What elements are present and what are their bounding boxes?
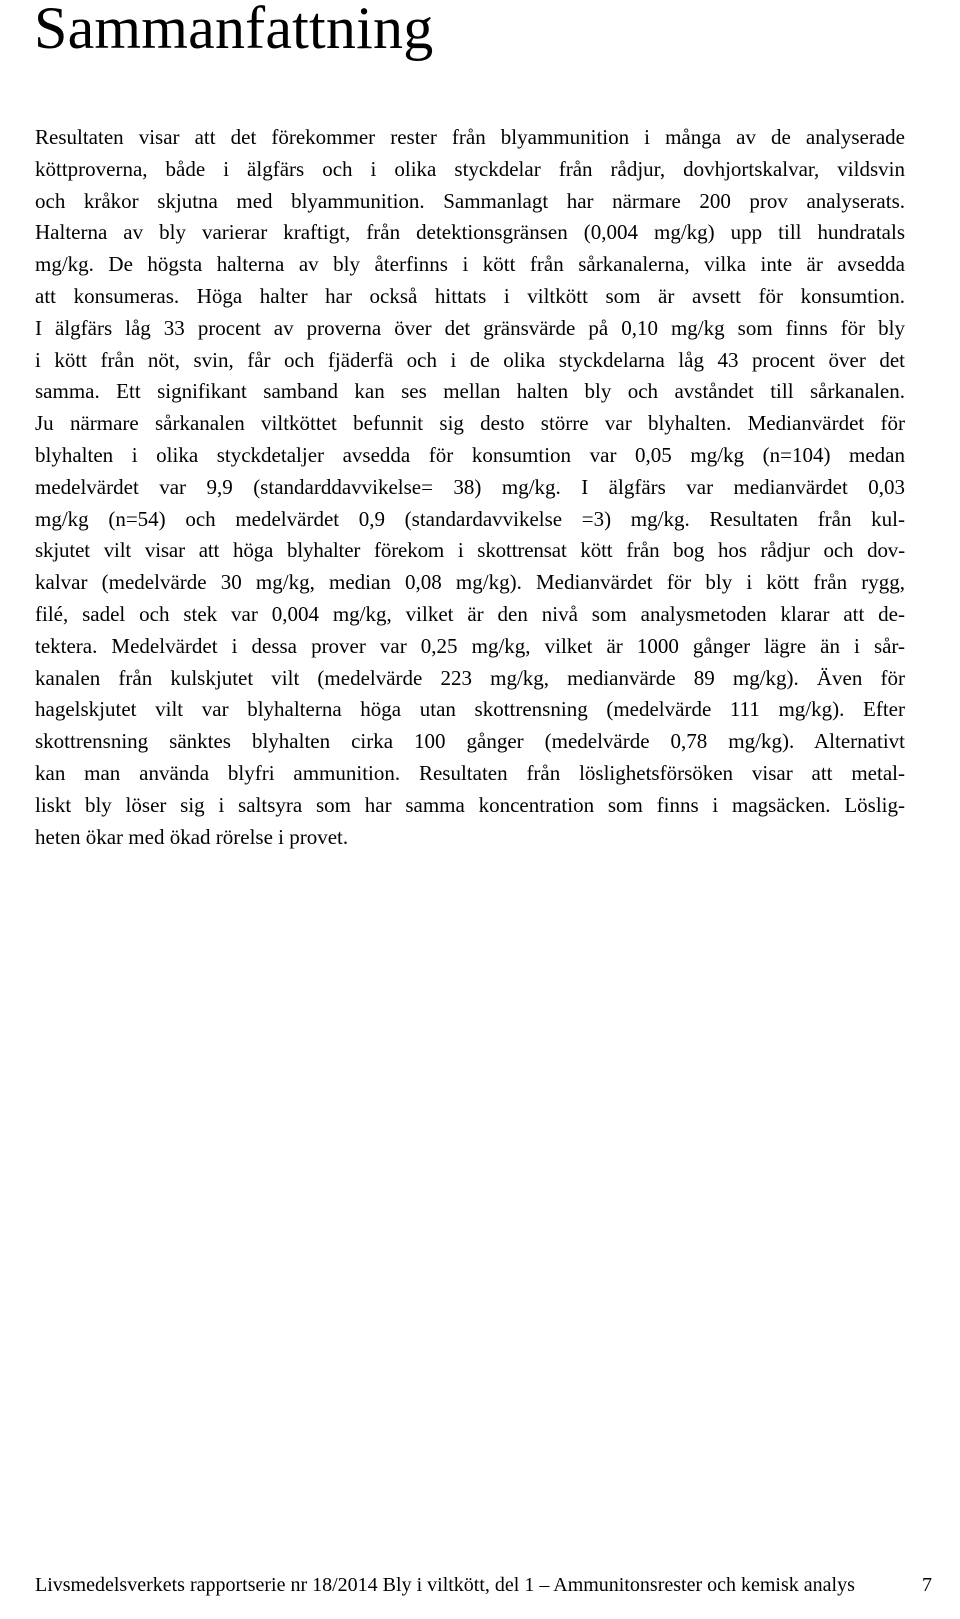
body-line: mg/kg (n=54) och medelvärdet 0,9 (standardavvikelse =3) mg/kg. Resultaten från kul- <box>35 506 905 531</box>
body-line: liskt bly löser sig i saltsyra som har samma koncentration som finns i magsäcken. Löslig- <box>35 792 905 817</box>
body-line: i kött från nöt, svin, får och fjäderfä och i de olika styckdelarna låg 43 procent över det <box>35 347 905 372</box>
body-line: medelvärdet var 9,9 (standarddavvikelse= 38) mg/kg. I älgfärs var medianvärdet 0,03 <box>35 474 905 499</box>
body-line: tektera. Medelvärdet i dessa prover var 0,25 mg/kg, vilket är 1000 gånger lägre än i sår- <box>35 633 905 658</box>
footer-text: Livsmedelsverkets rapportserie nr 18/2014 Bly i viltkött, del 1 – Ammunitonsrester och kemisk analys <box>35 1574 855 1596</box>
body-line: filé, sadel och stek var 0,004 mg/kg, vilket är den nivå som analysmetoden klarar att de- <box>35 601 905 626</box>
page-title: Sammanfattning <box>34 0 434 61</box>
body-line: Ju närmare sårkanalen viltköttet befunnit sig desto större var blyhalten. Medianvärdet för <box>35 411 905 436</box>
body-line: Halterna av bly varierar kraftigt, från detektionsgränsen (0,004 mg/kg) upp till hundratals <box>35 220 905 245</box>
body-line: att konsumeras. Höga halter har också hittats i viltkött som är avsett för konsumtion. <box>35 283 905 308</box>
body-line: kan man använda blyfri ammunition. Resultaten från löslighetsförsöken visar att metal- <box>35 760 905 785</box>
body-line: I älgfärs låg 33 procent av proverna över det gränsvärde på 0,10 mg/kg som finns för bly <box>35 315 905 340</box>
body-line: Resultaten visar att det förekommer rester från blyammunition i många av de analyserade <box>35 125 905 149</box>
summary-body <box>35 122 905 853</box>
body-line: skottrensning sänktes blyhalten cirka 100 gånger (medelvärde 0,78 mg/kg). Alternativt <box>35 729 905 754</box>
body-line: mg/kg. De högsta halterna av bly återfinns i kött från sårkanalerna, vilka inte är avsedda <box>35 252 905 277</box>
body-line: och kråkor skjutna med blyammunition. Sammanlagt har närmare 200 prov analyserats. <box>35 188 905 213</box>
body-line: kanalen från kulskjutet vilt (medelvärde 223 mg/kg, medianvärde 89 mg/kg). Även för <box>35 665 905 690</box>
body-line: kalvar (medelvärde 30 mg/kg, median 0,08 mg/kg). Medianvärdet för bly i kött från rygg, <box>35 570 905 595</box>
body-line: köttproverna, både i älgfärs och i olika styckdelar från rådjur, dovhjortskalvar, vildsvin <box>35 156 905 181</box>
body-line: blyhalten i olika styckdetaljer avsedda för konsumtion var 0,05 mg/kg (n=104) medan <box>35 442 905 467</box>
page-number: 7 <box>922 1574 932 1596</box>
body-line: heten ökar med ökad rörelse i provet. <box>35 824 349 849</box>
body-line: skjutet vilt visar att höga blyhalter förekom i skottrensat kött från bog hos rådjur och dov- <box>35 538 905 563</box>
page-footer <box>35 1571 932 1599</box>
body-line: samma. Ett signifikant samband kan ses mellan halten bly och avståndet till sårkanalen. <box>35 379 905 404</box>
body-line: hagelskjutet vilt var blyhalterna höga utan skottrensning (medelvärde 111 mg/kg). Efter <box>35 697 905 722</box>
